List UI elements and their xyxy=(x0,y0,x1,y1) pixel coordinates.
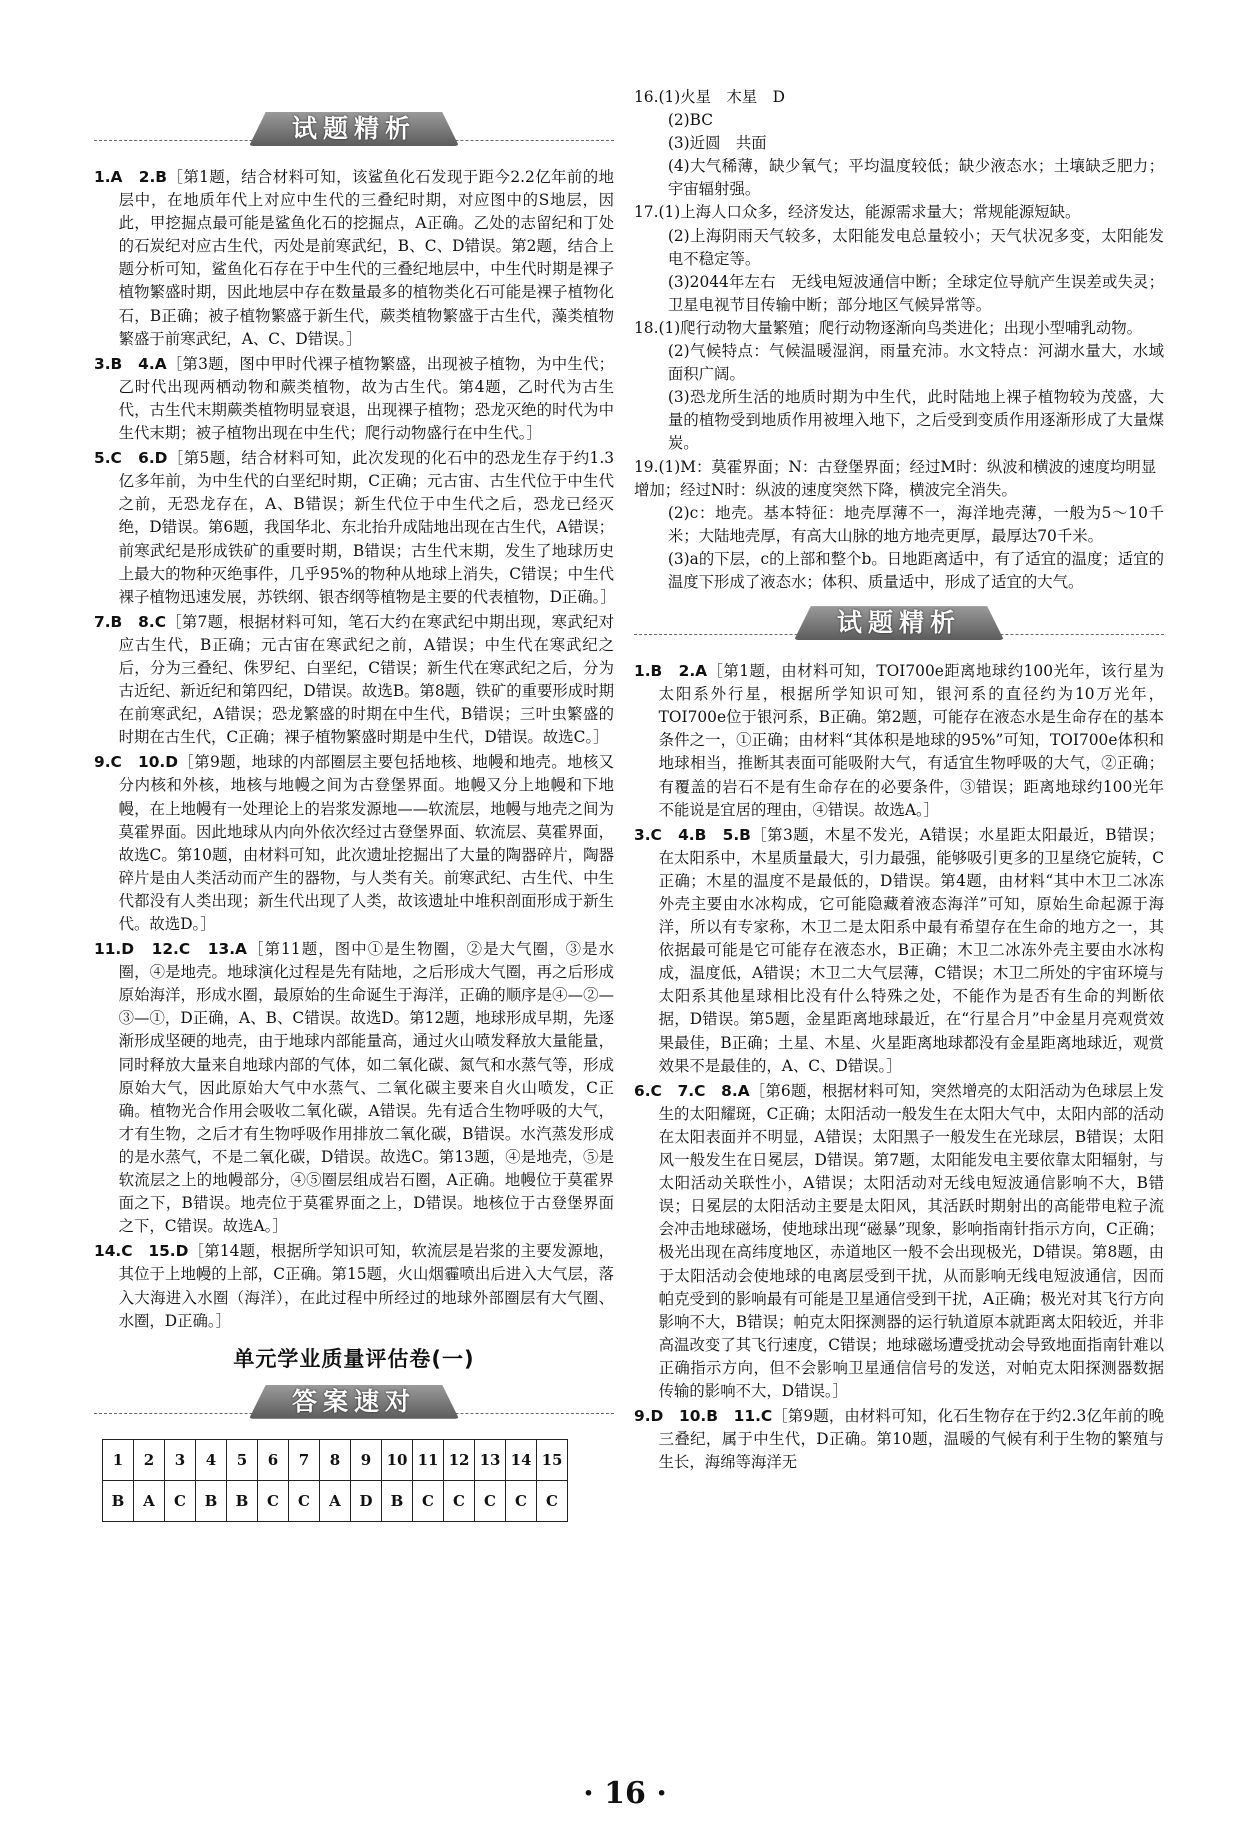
question-number-cell: 7 xyxy=(289,1439,320,1480)
answer-entry xyxy=(634,1405,1164,1474)
sub-answer-text: (1)M：莫霍界面；N：古登堡界面；经过M时：纵波和横波的速度均明显增加；经过N时：纵波的速度突然下降，横波完全消失。 xyxy=(634,457,1157,499)
question-number-cell: 15 xyxy=(537,1439,568,1480)
left-answer-list xyxy=(94,166,614,1333)
analysis-banner xyxy=(94,106,614,158)
answer-key: 1.B 2.A xyxy=(634,662,708,681)
answer-explanation: ［第5题，结合材料可知，此次发现的化石中的恐龙生存于约1.3亿多年前，为中生代的白垩纪时期，C正确；元古宙、古生代位于中生代之前，无恐龙存在，A、B错误；新生代位于中生代之后，恐龙已经灭绝，D错误。第6题，我国华北、东北抬升成陆地出现在古生代，A错误；前寒武纪是形成铁矿的重要时期，B错误；古生代末期，发生了地球历史上最大的物种灭绝事件，几乎95%的物种从地球上消失，C错误；中生代裸子植物迅速发展，苏铁纲、银杏纲等植物是主要的代表植物，D正确。］ xyxy=(118,449,616,606)
sub-answer-text: (4)大气稀薄，缺少氧气；平均温度较低；缺少液态水；土壤缺乏肥力；宇宙辐射强。 xyxy=(667,157,1164,199)
banner-title-2: 试题精析 xyxy=(836,608,961,638)
sub-answer xyxy=(634,155,1164,201)
question-number-cell: 3 xyxy=(165,1439,196,1480)
answer-entry xyxy=(634,660,1164,822)
question-number-cell: 11 xyxy=(413,1439,444,1480)
answer-letter-cell: D xyxy=(351,1480,382,1521)
question-number-cell: 12 xyxy=(444,1439,475,1480)
answer-banner xyxy=(94,1379,614,1431)
sub-answer xyxy=(634,317,1164,340)
answer-letter-cell: C xyxy=(444,1480,475,1521)
question-number-cell: 14 xyxy=(506,1439,537,1480)
answer-key: 9.D 10.B 11.C xyxy=(634,1407,773,1426)
question-number-cell: 13 xyxy=(475,1439,506,1480)
unit-title: 单元学业质量评估卷(一) xyxy=(233,1346,475,1371)
question-number: 18. xyxy=(634,318,659,337)
sub-answer xyxy=(634,386,1164,455)
page-number: · 16 · xyxy=(583,1776,667,1811)
sub-answer-text: (3)a的下层，c的上部和整个b。日地距离适中，有了适宜的温度；适宜的温度下形成了液态水；体积、质量适中，形成了适宜的大气。 xyxy=(667,549,1164,591)
sub-answer xyxy=(634,340,1164,386)
question-number-cell: 10 xyxy=(382,1439,413,1480)
sub-answer-text: (2)气候特点：气候温暖湿润，雨量充沛。水文特点：河湖水量大，水域面积广阔。 xyxy=(667,342,1164,384)
answer-key: 11.D 12.C 13.A xyxy=(94,940,247,959)
answer-explanation: ［第1题，结合材料可知，该鲨鱼化石发现于距今2.2亿年前的地层中，在地质年代上对应中生代的三叠纪时期，对应图中的S地层，因此，甲挖掘点最可能是鲨鱼化石的挖掘点，A正确。乙处的志留纪和丁处的石炭纪对应古生代，丙处是前寒武纪，B、C、D错误。第2题，结合上题分析可知，鲨鱼化石存在于中生代的三叠纪地层中，中生代时期是裸子植物繁盛时期，因此地层中存在数量最多的植物类化石可能是裸子植物化石，B正确；被子植物繁盛于新生代，蕨类植物繁盛于古生代，藻类植物繁盛于前寒武纪，A、C、D错误。］ xyxy=(118,168,614,348)
answer-letter-cell: A xyxy=(134,1480,165,1521)
sub-answer xyxy=(634,201,1164,224)
answer-letter-cell: C xyxy=(258,1480,289,1521)
answer-letter-cell: A xyxy=(320,1480,351,1521)
right-answer-list xyxy=(634,660,1164,1474)
sub-answer xyxy=(634,109,1164,132)
question-number: 19. xyxy=(634,457,659,476)
answer-entry xyxy=(634,824,1164,1078)
sub-answer xyxy=(634,86,1164,109)
answer-explanation: ［第11题，图中①是生物圈，②是大气圈，③是水圈，④是地壳。地球演化过程是先有陆地，之后形成大气圈，再之后形成原始海洋，形成水圈，最原始的生命诞生于海洋，正确的顺序是④—②—③—①，D正确，A、B、C错误。故选D。第12题，地球形成早期，先逐渐形成坚硬的地壳，由于地球内部能量高，通过火山喷发释放大量能量，同时释放大量来自地球内部的气体，如二氧化碳、氮气和水蒸气等，形成原始大气，因此原始大气中水蒸气、二氧化碳主要来自火山喷发，C正确。植物光合作用会吸收二氧化碳，A错误。先有适合生物呼吸的大气，才有生物，之后才有生物呼吸作用排放二氧化碳，B错误。水汽蒸发形成的是水蒸气，不是二氧化碳，D错误。故选C。第13题，④是地壳，⑤是软流层之上的地幔部分，④⑤圈层组成岩石圈，A正确。地幔位于莫霍界面之下，B错误。地壳位于莫霍界面之上，D错误。地核位于古登堡界面之下，C错误。故选A。］ xyxy=(118,940,614,1236)
sub-answer xyxy=(634,132,1164,155)
answer-entry xyxy=(94,353,614,445)
answer-entry xyxy=(94,938,614,1238)
answer-key: 1.A 2.B xyxy=(94,168,168,186)
answer-entry xyxy=(634,1080,1164,1403)
sub-answer-text: (1)火星 木星 D xyxy=(658,88,785,106)
answer-explanation: ［第9题，地球的内部圈层主要包括地核、地幔和地壳。地核又分内核和外核，地核与地幔之间为古登堡界面。地幔又分上地幔和下地幔，在上地幔有一处理论上的岩浆发源地——软流层，地幔与地壳之间为莫霍界面。因此地球从内向外依次经过古登堡界面、软流层、莫霍界面，故选C。第10题，由材料可知，此次遗址挖掘出了大量的陶器碎片，陶器碎片是由人类活动而产生的器物，与人类有关。前寒武纪、古生代、中生代都没有人类出现；新生代出现了人类，故该遗址中堆积剖面形成于新生代。故选D。］ xyxy=(118,753,615,933)
sub-answer-text: (1)上海人口众多，经济发达，能源需求量大；常规能源短缺。 xyxy=(658,203,1081,222)
answer-entry xyxy=(94,1240,614,1332)
answer-key: 5.C 6.D xyxy=(94,449,168,468)
answer-entry xyxy=(94,166,614,351)
question-number: 16. xyxy=(634,88,659,106)
sub-answer-text: (3)2044年左右 无线电短波通信中断；全球定位导航产生误差或失灵；卫星电视节目传输中断；部分地区气候异常等。 xyxy=(667,272,1164,314)
answer-explanation: ［第9题，由材料可知，化石生物存在于约2.3亿年前的晚三叠纪，属于中生代，D正确。第10题，温暖的气候有利于生物的繁殖与生长，海绵等海洋无 xyxy=(658,1407,1164,1472)
answer-table xyxy=(102,1439,568,1522)
answer-letter-cell: B xyxy=(196,1480,227,1521)
answer-letter-cell: C xyxy=(537,1480,568,1521)
answer-letter-cell: C xyxy=(475,1480,506,1521)
answer-letter-row xyxy=(103,1480,568,1521)
sub-answer xyxy=(634,225,1164,271)
question-number-cell: 5 xyxy=(227,1439,258,1480)
question-number-cell: 8 xyxy=(320,1439,351,1480)
answer-explanation: ［第1题，由材料可知，TOI700e距离地球约100光年，该行星为太阳系外行星，根据所学知识可知，银河系的直径约为10万光年，TOI700e位于银河系，B正确。第2题，可能存在液态水是生命存在的基本条件之一，①正确；由材料“其体积是地球的95%”可知，TOI700e体积和地球相当，推断其表面可能吸附大气，有适宜生物呼吸的大气，②正确；有覆盖的岩石不是有生命存在的必要条件，③错误；距离地球约100光年不能说是宜居的理由，④错误。故选A。］ xyxy=(658,662,1164,819)
answer-explanation: ［第14题，根据所学知识可知，软流层是岩浆的主要发源地，其位于上地幔的上部，C正确。第15题，火山烟霾喷出后进入大气层，落入大海进入水圈（海洋），在此过程中所经过的地球外部圈层有大气圈、水圈，D正确。］ xyxy=(118,1242,614,1330)
answer-letter-cell: B xyxy=(227,1480,258,1521)
sub-answer-text: (3)恐龙所生活的地质时期为中生代，此时陆地上裸子植物较为茂盛，大量的植物受到地质作用被埋入地下，之后受到变质作用逐渐形成了大量煤炭。 xyxy=(667,388,1164,453)
sub-answer xyxy=(634,456,1164,502)
question-number-cell: 1 xyxy=(103,1439,134,1480)
answer-explanation: ［第3题，图中甲时代裸子植物繁盛，出现被子植物，为中生代；乙时代出现两栖动物和蕨类植物，故为古生代。第4题，乙时代为古生代，古生代末期蕨类植物明显衰退，出现裸子植物；恐龙灭绝的时代为中生代末期；被子植物出现在中生代；爬行动物盛行在中生代。］ xyxy=(118,354,614,443)
sub-answer-text: (2)BC xyxy=(667,111,714,130)
answer-key: 9.C 10.D xyxy=(94,753,179,772)
answer-key: 3.B 4.A xyxy=(94,354,167,373)
right-answer-list-top xyxy=(634,86,1164,594)
answer-entry xyxy=(94,751,614,936)
answer-letter-cell: C xyxy=(165,1480,196,1521)
right-column xyxy=(634,86,1164,1476)
sub-answer-text: (2)上海阴雨天气较多，太阳能发电总量较小；天气状况多变，太阳能发电不稳定等。 xyxy=(667,226,1164,268)
answer-explanation: ［第6题，根据材料可知，突然增亮的太阳活动为色球层上发生的太阳耀斑，C正确；太阳活动一般发生在太阳大气中，太阳内部的活动在太阳表面并不明显，A错误；太阳黑子一般发生在光球层，B错误；太阳风一般发生在日冕层，D错误。第7题，太阳能发电主要依靠太阳辐射，与太阳活动关联性小，A错误；太阳活动对无线电短波通信影响不大，B错误；日冕层的太阳活动主要是太阳风，其活跃时期射出的高能带电粒子流会冲击地球磁场，使地球出现“磁暴”现象，影响指南针指示方向，C正确；极光出现在高纬度地区，赤道地区一般不会出现极光，D错误。第8题，由于太阳活动会使地球的电离层受到干扰，从而影响无线电短波通信，因而帕克受到的影响最有可能是卫星通信受到干扰，A正确；极光对其飞行方向影响不大，B错误；帕克太阳探测器的运行轨道原本就距离太阳较近，并非高温改变了其飞行速度，C错误；地球磁场遭受扰动会导致地面指南针难以正确指示方向，但不会影响卫星通信信号的发送，对帕克太阳探测器数据传输的影响不大，D错误。］ xyxy=(658,1081,1164,1400)
question-number-cell: 9 xyxy=(351,1439,382,1480)
answer-key: 14.C 15.D xyxy=(94,1242,189,1261)
analysis-banner-2 xyxy=(634,600,1164,652)
sub-answer-text: (3)近圆 共面 xyxy=(667,134,767,153)
answer-letter-cell: C xyxy=(413,1480,444,1521)
answer-key: 3.C 4.B 5.B xyxy=(634,825,751,844)
sub-answer-text: (1)爬行动物大量繁殖；爬行动物逐渐向鸟类进化；出现小型哺乳动物。 xyxy=(658,318,1143,337)
answer-banner-title: 答案速对 xyxy=(291,1386,416,1416)
answer-letter-cell: C xyxy=(506,1480,537,1521)
answer-explanation: ［第7题，根据材料可知，笔石大约在寒武纪中期出现，寒武纪对应古生代，B正确；元古宙在寒武纪之前，A错误；中生代在寒武纪之后，分为三叠纪、侏罗纪、白垩纪，C错误；新生代在寒武纪之后，分为古近纪、新近纪和第四纪，D错误。故选B。第8题，铁矿的重要形成时期在前寒武纪，A错误；恐龙繁盛的时期在中生代，B错误；三叶虫繁盛的时期在古生代，C正确；裸子植物繁盛时期是中生代，D错误。故选C。］ xyxy=(118,612,614,747)
banner-title: 试题精析 xyxy=(291,114,416,143)
sub-answer xyxy=(634,271,1164,317)
answer-key: 6.C 7.C 8.A xyxy=(634,1081,750,1100)
sub-answer-text: (2)c：地壳。基本特征：地壳厚薄不一，海洋地壳薄，一般为5～10千米；大陆地壳厚，有高大山脉的地方地壳更厚，最厚达70千米。 xyxy=(667,503,1164,545)
answer-letter-cell: B xyxy=(382,1480,413,1521)
question-number-cell: 6 xyxy=(258,1439,289,1480)
answer-entry xyxy=(94,447,614,609)
answer-explanation: ［第3题，木星不发光，A错误；水星距太阳最近，B错误；在太阳系中，木星质量最大，引力最强，能够吸引更多的卫星绕它旋转，C正确；木星的温度不是最低的，D错误。第4题，由材料“其中木卫二冰冻外壳主要由水冰构成，它可能隐藏着液态海洋”可知，原始生命起源于海洋，所以有专家称，木卫二是太阳系中最有希望存在生命的地方之一，其依据最可能是它可能存在液态水，B正确；木卫二冰冻外壳主要由水冰构成，温度低，A错误；木卫二大气层薄，C错误；木卫二所处的宇宙环境与太阳系其他星球相比没有什么特殊之处，不能作为是否有生命的判断依据，D错误。第5题，金星距离地球最近，在“行星合月”中金星月亮观赏效果最佳，B正确；土星、木星、火星距离地球都没有金星距离地球近，观赏效果不是最佳的，A、C、D错误。］ xyxy=(658,825,1164,1075)
answer-letter-cell: B xyxy=(103,1480,134,1521)
answer-key: 7.B 8.C xyxy=(94,612,167,631)
answer-number-row xyxy=(103,1439,568,1480)
left-column xyxy=(94,100,614,1522)
sub-answer xyxy=(634,548,1164,594)
answer-letter-cell: C xyxy=(289,1480,320,1521)
question-number-cell: 2 xyxy=(134,1439,165,1480)
sub-answer xyxy=(634,502,1164,548)
question-number: 17. xyxy=(634,203,659,222)
answer-entry xyxy=(94,611,614,750)
question-number-cell: 4 xyxy=(196,1439,227,1480)
